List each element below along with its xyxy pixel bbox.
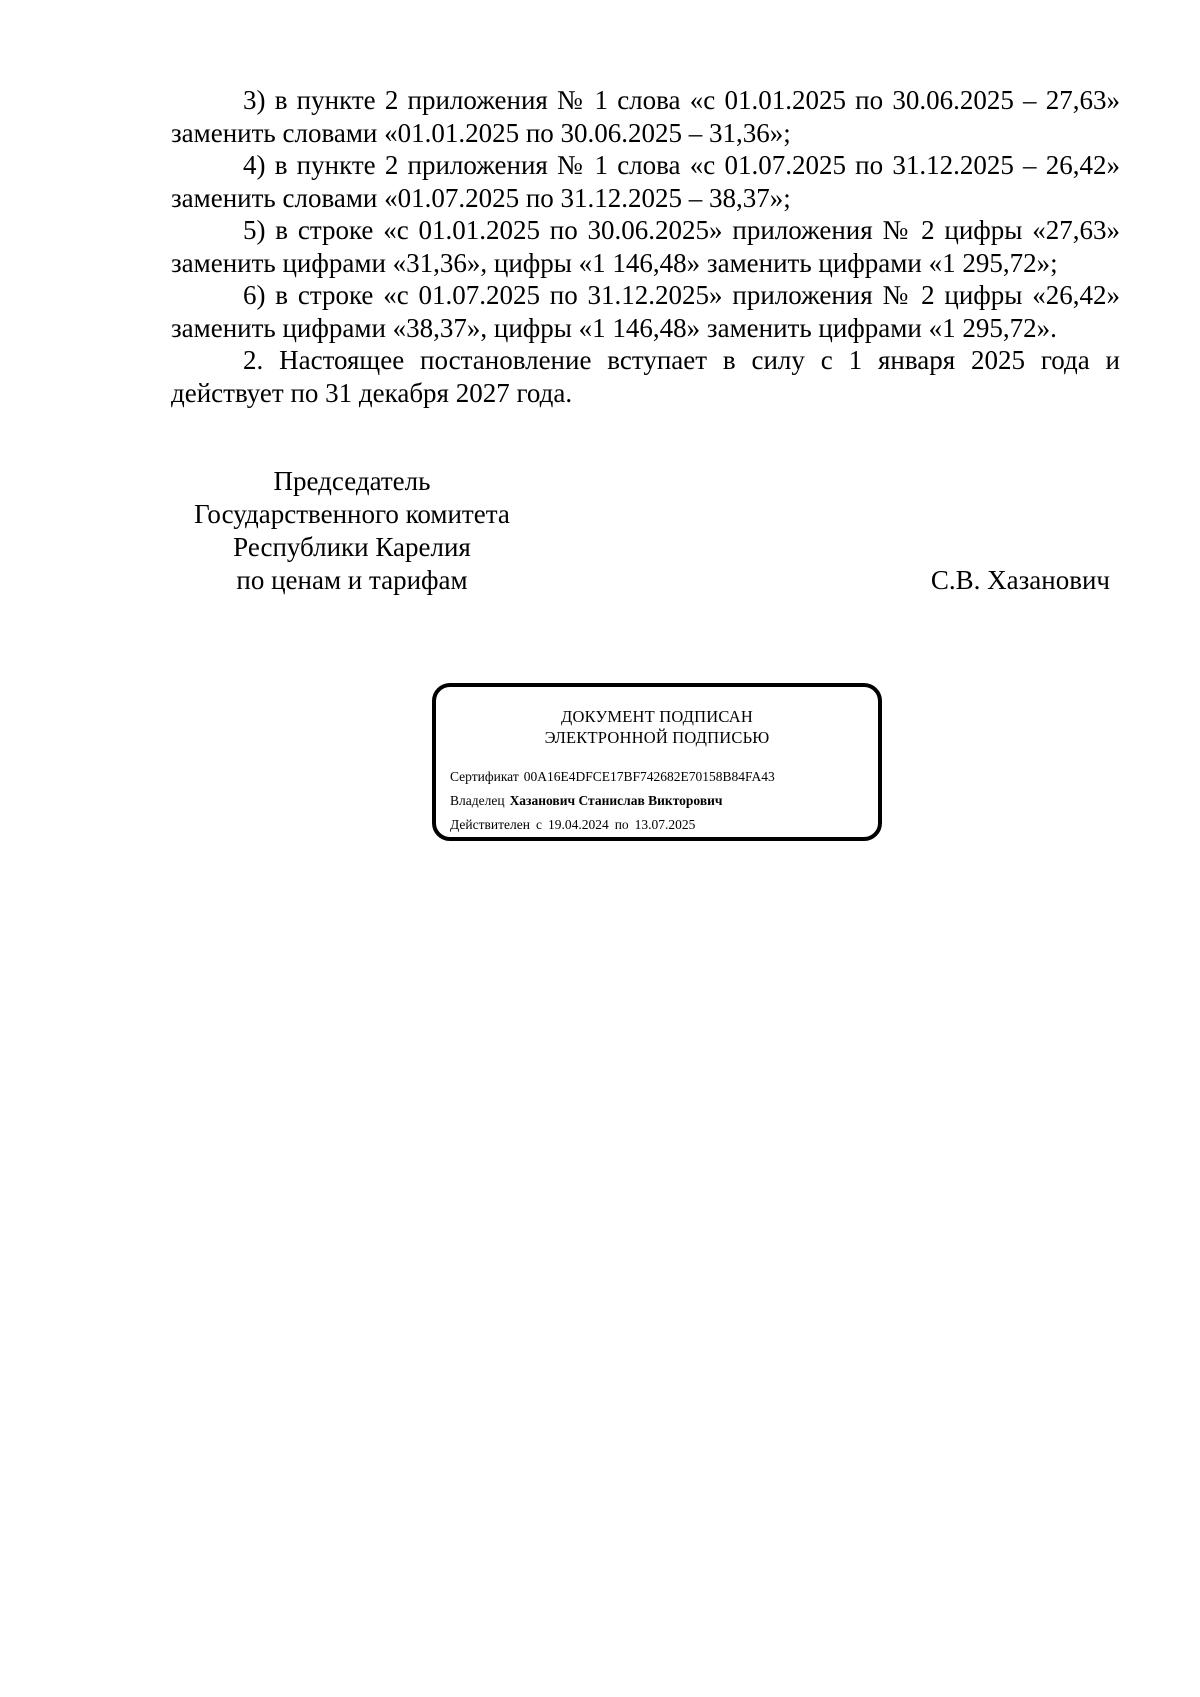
certificate-label: Сертификат: [450, 769, 519, 784]
paragraph-item-6: 6) в строке «с 01.07.2025 по 31.12.2025» приложения № 2 цифры «26,42» заменить цифрами «38,37», цифры «1 146,48» заменить цифрами «1 295,72».: [171, 280, 1120, 343]
valid-from-prefix: с: [535, 817, 542, 832]
paragraph-item-4: 4) в пункте 2 приложения № 1 слова «с 01.07.2025 по 31.12.2025 – 26,42» заменить словами «01.07.2025 по 31.12.2025 – 38,37»;: [171, 150, 1120, 213]
stamp-header: [436, 706, 878, 748]
electronic-signature-stamp: [432, 683, 882, 841]
validity-row: [450, 813, 775, 837]
signatory-name: С.В. Хазанович: [930, 565, 1110, 595]
valid-to-prefix: по: [614, 817, 629, 832]
paragraph-effective-date: 2. Настоящее постановление вступает в силу с 1 января 2025 года и действует по 31 декабря 2027 года.: [171, 345, 1120, 408]
paragraph-item-3: 3) в пункте 2 приложения № 1 слова «с 01.01.2025 по 30.06.2025 – 27,63» заменить словами «01.01.2025 по 30.06.2025 – 31,36»;: [171, 85, 1120, 148]
stamp-details: [450, 765, 775, 837]
owner-label: Владелец: [450, 793, 505, 808]
signatory-position: [171, 465, 533, 597]
position-line: по ценам и тарифам: [236, 565, 468, 595]
valid-to-date: 13.07.2025: [634, 817, 696, 832]
certificate-row: [450, 765, 775, 789]
valid-from-date: 19.04.2024: [547, 817, 609, 832]
position-line: Государственного комитета: [194, 499, 510, 529]
validity-label: Действителен: [450, 817, 530, 832]
position-line: Республики Карелия: [233, 532, 471, 562]
stamp-header-line: ДОКУМЕНТ ПОДПИСАН: [561, 707, 753, 726]
stamp-header-line: ЭЛЕКТРОННОЙ ПОДПИСЬЮ: [544, 728, 770, 747]
position-line: Председатель: [273, 466, 431, 496]
owner-value: Хазанович Станислав Викторович: [509, 793, 723, 808]
owner-row: [450, 789, 775, 813]
document-body: [171, 84, 1120, 409]
certificate-value: 00A16E4DFCE17BF742682E70158B84FA43: [523, 769, 775, 784]
paragraph-item-5: 5) в строке «с 01.01.2025 по 30.06.2025» приложения № 2 цифры «27,63» заменить цифрами «31,36», цифры «1 146,48» заменить цифрами «1 295,72»;: [171, 215, 1120, 278]
